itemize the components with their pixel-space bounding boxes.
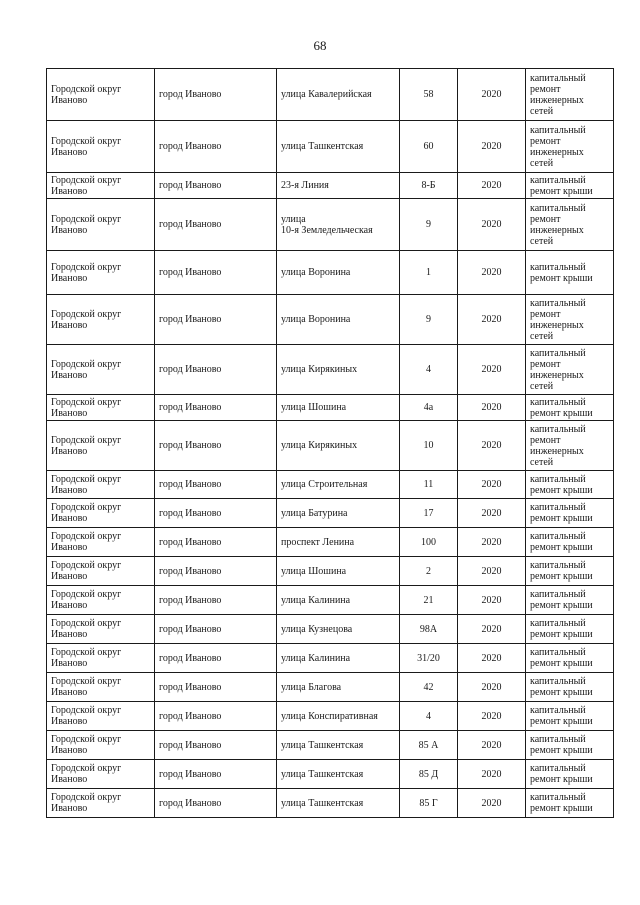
repair-registry-table — [46, 68, 614, 818]
city-cell: город Иваново — [155, 673, 277, 702]
house-number-cell: 8-Б — [400, 173, 458, 199]
house-number-cell: 85 Г — [400, 789, 458, 818]
table-row — [47, 345, 614, 395]
year-cell: 2020 — [458, 644, 526, 673]
year-cell: 2020 — [458, 199, 526, 251]
street-cell: улица Калинина — [277, 586, 400, 615]
district-cell: Городской округ Иваново — [47, 121, 155, 173]
house-number-cell: 85 А — [400, 731, 458, 760]
year-cell: 2020 — [458, 760, 526, 789]
work-type-cell: капитальный ремонт крыши — [526, 789, 614, 818]
work-type-cell: капитальный ремонт крыши — [526, 173, 614, 199]
city-cell: город Иваново — [155, 557, 277, 586]
year-cell: 2020 — [458, 395, 526, 421]
house-number-cell: 4 — [400, 345, 458, 395]
city-cell: город Иваново — [155, 69, 277, 121]
city-cell: город Иваново — [155, 586, 277, 615]
work-type-cell: капитальный ремонт инженерных сетей — [526, 421, 614, 471]
table-row — [47, 421, 614, 471]
city-cell: город Иваново — [155, 471, 277, 499]
table-row — [47, 471, 614, 499]
house-number-cell: 2 — [400, 557, 458, 586]
district-cell: Городской округ Иваново — [47, 528, 155, 557]
house-number-cell: 21 — [400, 586, 458, 615]
table-row — [47, 789, 614, 818]
work-type-cell: капитальный ремонт крыши — [526, 702, 614, 731]
house-number-cell: 9 — [400, 295, 458, 345]
year-cell: 2020 — [458, 702, 526, 731]
work-type-cell: капитальный ремонт инженерных сетей — [526, 69, 614, 121]
house-number-cell: 98А — [400, 615, 458, 644]
street-cell: улица Кузнецова — [277, 615, 400, 644]
city-cell: город Иваново — [155, 702, 277, 731]
street-cell: улица Кирякиных — [277, 345, 400, 395]
table-row — [47, 760, 614, 789]
table-row — [47, 69, 614, 121]
year-cell: 2020 — [458, 615, 526, 644]
house-number-cell: 100 — [400, 528, 458, 557]
city-cell: город Иваново — [155, 395, 277, 421]
district-cell: Городской округ Иваново — [47, 673, 155, 702]
house-number-cell: 1 — [400, 251, 458, 295]
house-number-cell: 58 — [400, 69, 458, 121]
street-cell: улица Строительная — [277, 471, 400, 499]
city-cell: город Иваново — [155, 121, 277, 173]
year-cell: 2020 — [458, 731, 526, 760]
table-row — [47, 121, 614, 173]
table-row — [47, 731, 614, 760]
district-cell: Городской округ Иваново — [47, 731, 155, 760]
table-row — [47, 251, 614, 295]
year-cell: 2020 — [458, 557, 526, 586]
street-cell: улица Воронина — [277, 251, 400, 295]
city-cell: город Иваново — [155, 731, 277, 760]
year-cell: 2020 — [458, 471, 526, 499]
street-cell: улица Ташкентская — [277, 760, 400, 789]
city-cell: город Иваново — [155, 528, 277, 557]
work-type-cell: капитальный ремонт инженерных сетей — [526, 199, 614, 251]
year-cell: 2020 — [458, 173, 526, 199]
house-number-cell: 60 — [400, 121, 458, 173]
district-cell: Городской округ Иваново — [47, 615, 155, 644]
work-type-cell: капитальный ремонт крыши — [526, 557, 614, 586]
table-row — [47, 644, 614, 673]
district-cell: Городской округ Иваново — [47, 760, 155, 789]
work-type-cell: капитальный ремонт крыши — [526, 586, 614, 615]
city-cell: город Иваново — [155, 615, 277, 644]
street-cell: улица Ташкентская — [277, 731, 400, 760]
district-cell: Городской округ Иваново — [47, 251, 155, 295]
district-cell: Городской округ Иваново — [47, 789, 155, 818]
work-type-cell: капитальный ремонт крыши — [526, 731, 614, 760]
house-number-cell: 4 — [400, 702, 458, 731]
table-row — [47, 199, 614, 251]
city-cell: город Иваново — [155, 499, 277, 528]
house-number-cell: 4а — [400, 395, 458, 421]
street-cell: улица Батурина — [277, 499, 400, 528]
work-type-cell: капитальный ремонт крыши — [526, 673, 614, 702]
city-cell: город Иваново — [155, 644, 277, 673]
street-cell: улица Шошина — [277, 395, 400, 421]
year-cell: 2020 — [458, 789, 526, 818]
table-row — [47, 499, 614, 528]
year-cell: 2020 — [458, 499, 526, 528]
district-cell: Городской округ Иваново — [47, 471, 155, 499]
work-type-cell: капитальный ремонт инженерных сетей — [526, 121, 614, 173]
house-number-cell: 31/20 — [400, 644, 458, 673]
table-row — [47, 673, 614, 702]
work-type-cell: капитальный ремонт крыши — [526, 528, 614, 557]
street-cell: 23-я Линия — [277, 173, 400, 199]
work-type-cell: капитальный ремонт крыши — [526, 760, 614, 789]
work-type-cell: капитальный ремонт крыши — [526, 615, 614, 644]
house-number-cell: 10 — [400, 421, 458, 471]
year-cell: 2020 — [458, 673, 526, 702]
street-cell: улица Шошина — [277, 557, 400, 586]
work-type-cell: капитальный ремонт крыши — [526, 644, 614, 673]
street-cell: улица Ташкентская — [277, 789, 400, 818]
year-cell: 2020 — [458, 69, 526, 121]
district-cell: Городской округ Иваново — [47, 345, 155, 395]
page-number: 68 — [313, 38, 327, 53]
work-type-cell: капитальный ремонт крыши — [526, 395, 614, 421]
work-type-cell: капитальный ремонт крыши — [526, 499, 614, 528]
street-cell: улица Благова — [277, 673, 400, 702]
district-cell: Городской округ Иваново — [47, 421, 155, 471]
house-number-cell: 9 — [400, 199, 458, 251]
district-cell: Городской округ Иваново — [47, 702, 155, 731]
street-cell: улица 10-я Земледельческая — [277, 199, 400, 251]
street-cell: улица Кирякиных — [277, 421, 400, 471]
year-cell: 2020 — [458, 345, 526, 395]
year-cell: 2020 — [458, 295, 526, 345]
city-cell: город Иваново — [155, 421, 277, 471]
table-row — [47, 586, 614, 615]
district-cell: Городской округ Иваново — [47, 586, 155, 615]
work-type-cell: капитальный ремонт крыши — [526, 471, 614, 499]
street-cell: проспект Ленина — [277, 528, 400, 557]
table-row — [47, 615, 614, 644]
city-cell: город Иваново — [155, 760, 277, 789]
house-number-cell: 17 — [400, 499, 458, 528]
house-number-cell: 85 Д — [400, 760, 458, 789]
district-cell: Городской округ Иваново — [47, 644, 155, 673]
district-cell: Городской округ Иваново — [47, 199, 155, 251]
district-cell: Городской округ Иваново — [47, 173, 155, 199]
year-cell: 2020 — [458, 421, 526, 471]
year-cell: 2020 — [458, 528, 526, 557]
district-cell: Городской округ Иваново — [47, 499, 155, 528]
district-cell: Городской округ Иваново — [47, 69, 155, 121]
work-type-cell: капитальный ремонт инженерных сетей — [526, 345, 614, 395]
street-cell: улица Кавалерийская — [277, 69, 400, 121]
table-body — [47, 69, 614, 818]
table-row — [47, 295, 614, 345]
street-cell: улица Воронина — [277, 295, 400, 345]
house-number-cell: 42 — [400, 673, 458, 702]
street-cell: улица Калинина — [277, 644, 400, 673]
year-cell: 2020 — [458, 586, 526, 615]
table-row — [47, 702, 614, 731]
table-row — [47, 173, 614, 199]
city-cell: город Иваново — [155, 199, 277, 251]
district-cell: Городской округ Иваново — [47, 295, 155, 345]
work-type-cell: капитальный ремонт крыши — [526, 251, 614, 295]
table-row — [47, 395, 614, 421]
city-cell: город Иваново — [155, 345, 277, 395]
street-cell: улица Ташкентская — [277, 121, 400, 173]
city-cell: город Иваново — [155, 295, 277, 345]
city-cell: город Иваново — [155, 173, 277, 199]
table-row — [47, 557, 614, 586]
year-cell: 2020 — [458, 251, 526, 295]
table-row — [47, 528, 614, 557]
district-cell: Городской округ Иваново — [47, 557, 155, 586]
year-cell: 2020 — [458, 121, 526, 173]
city-cell: город Иваново — [155, 251, 277, 295]
street-cell: улица Конспиративная — [277, 702, 400, 731]
work-type-cell: капитальный ремонт инженерных сетей — [526, 295, 614, 345]
city-cell: город Иваново — [155, 789, 277, 818]
district-cell: Городской округ Иваново — [47, 395, 155, 421]
house-number-cell: 11 — [400, 471, 458, 499]
